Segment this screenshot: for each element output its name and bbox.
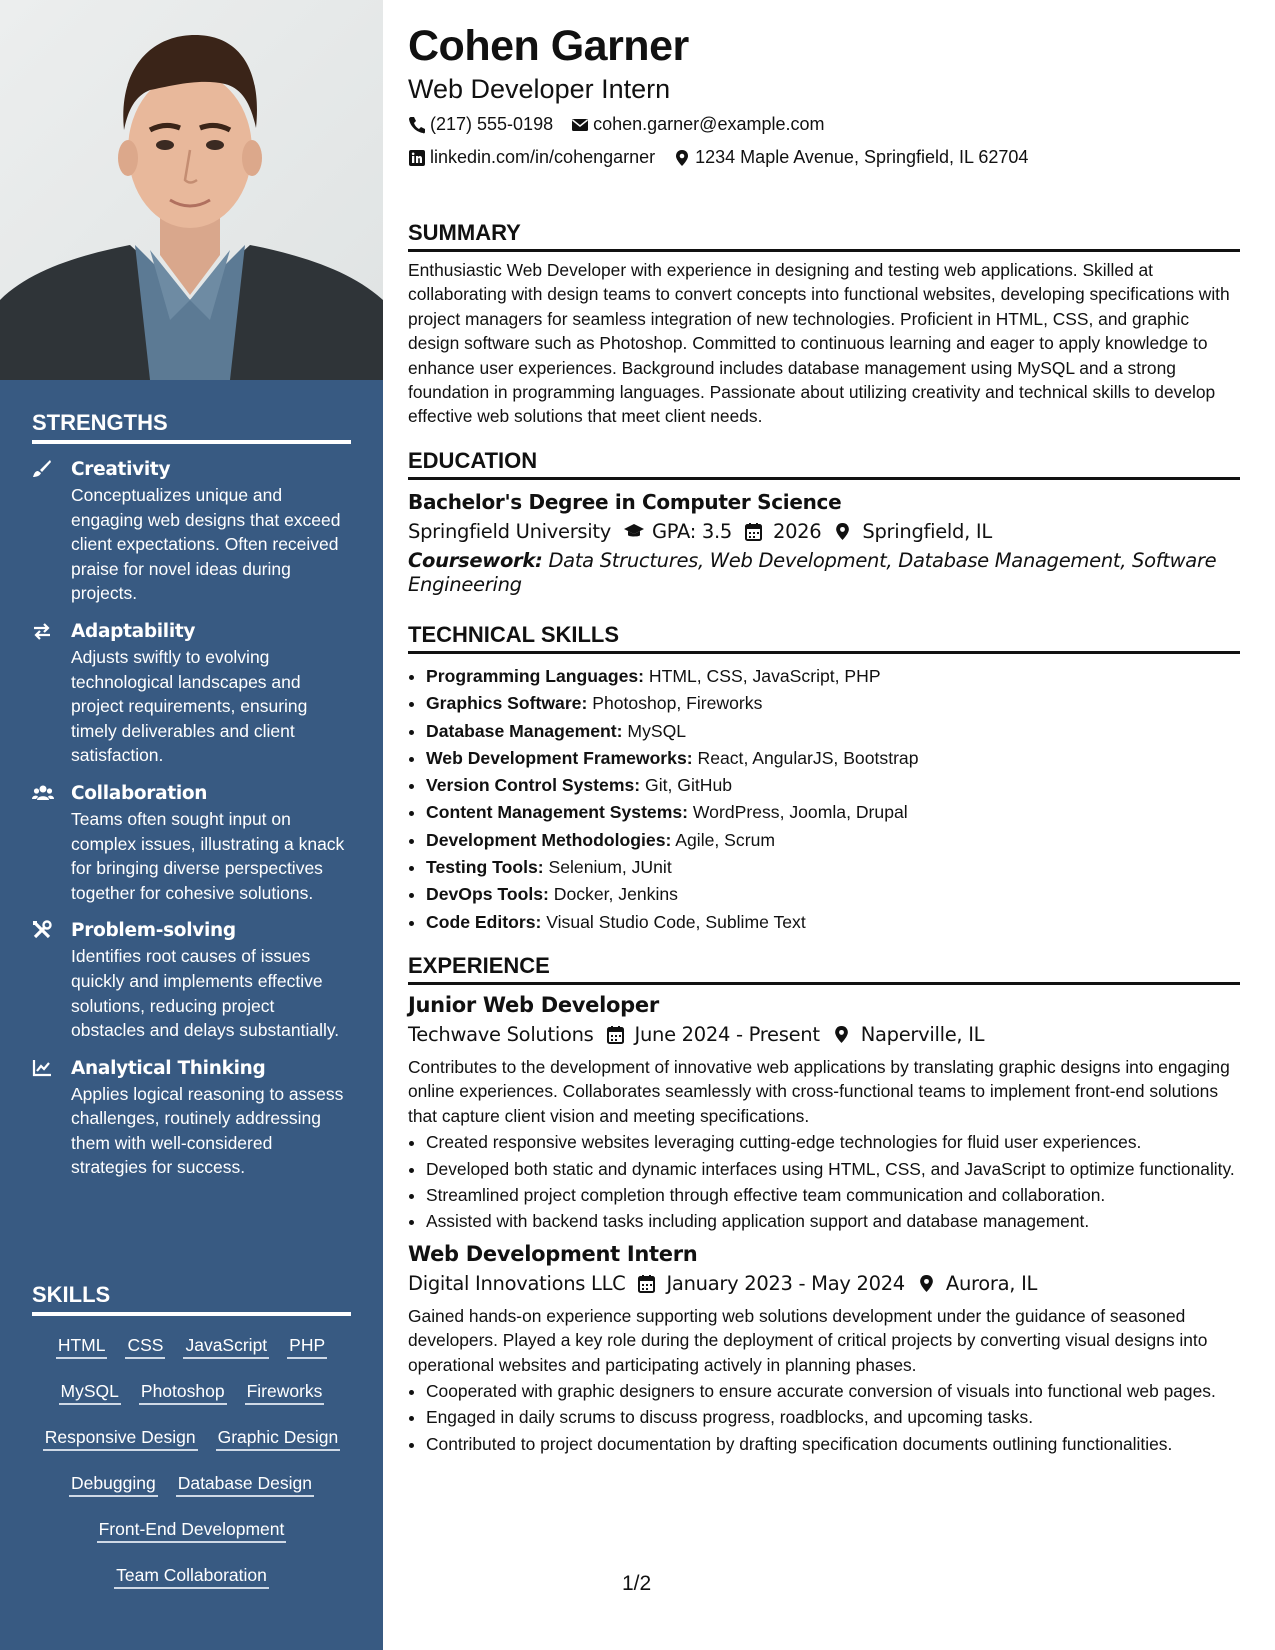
contact-row-2 bbox=[408, 147, 1028, 168]
map-pin-icon bbox=[832, 1025, 851, 1044]
list-item bbox=[426, 745, 1240, 772]
skill-category: Development Methodologies: bbox=[426, 829, 672, 850]
map-pin-icon bbox=[673, 149, 691, 167]
education-section bbox=[408, 448, 1240, 597]
list-item bbox=[426, 663, 1240, 690]
skill-category: Web Development Frameworks: bbox=[426, 747, 693, 768]
company-name: Techwave Solutions bbox=[408, 1023, 594, 1046]
arrows-exchange-icon bbox=[32, 621, 54, 643]
graduation-cap-icon bbox=[623, 522, 642, 541]
strength-item bbox=[32, 620, 351, 768]
coursework bbox=[408, 549, 1240, 597]
job-summary: Gained hands-on experience supporting web solutions development under the guidance of seasoned developers. Played a key role during the deployment of critical projects by converting visual designs into operational websites and participating actively in planning phases. bbox=[408, 1305, 1208, 1375]
job-position: Junior Web Developer bbox=[408, 993, 659, 1017]
education-heading: EDUCATION bbox=[408, 448, 1240, 480]
list-item bbox=[426, 799, 1240, 826]
skill-values: Docker, Jenkins bbox=[553, 884, 678, 905]
strength-title: Collaboration bbox=[71, 782, 208, 804]
skill-category: Programming Languages: bbox=[426, 666, 644, 686]
list-item: • Contributed to project documentation by drafting specification documents outlining functionalities. bbox=[426, 1432, 1240, 1456]
tools-icon bbox=[32, 920, 54, 942]
job-dates: June 2024 - Present bbox=[634, 1023, 820, 1046]
technical-skills-heading: TECHNICAL SKILLS bbox=[408, 622, 1240, 654]
graduation-year: 2026 bbox=[772, 520, 822, 543]
linkedin-icon bbox=[408, 149, 426, 167]
skill-tag: Front-End Development bbox=[97, 1518, 287, 1543]
strength-description: Applies logical reasoning to assess challenges, routinely addressing them with well-considered strategies for success. bbox=[71, 1083, 344, 1178]
skill-values: MySQL bbox=[627, 720, 687, 741]
calendar-icon bbox=[637, 1274, 656, 1293]
skill-category: Testing Tools: bbox=[426, 857, 544, 878]
job-entry bbox=[408, 1242, 1240, 1456]
skill-tag: Fireworks bbox=[245, 1380, 325, 1405]
job-title: Web Developer Intern bbox=[408, 74, 671, 104]
skills-section bbox=[32, 1282, 351, 1589]
chart-line-icon bbox=[32, 1058, 54, 1080]
strength-title: Analytical Thinking bbox=[71, 1057, 266, 1079]
skill-tag: PHP bbox=[287, 1334, 327, 1359]
page-number: 1/2 bbox=[622, 1572, 652, 1595]
calendar-icon bbox=[606, 1025, 625, 1044]
skill-tag: HTML bbox=[56, 1334, 108, 1359]
list-item bbox=[426, 854, 1240, 881]
skill-values: Selenium, JUnit bbox=[548, 857, 672, 878]
strength-item bbox=[32, 458, 351, 606]
list-item bbox=[426, 772, 1240, 799]
skill-category: Database Management: bbox=[426, 720, 623, 741]
list-item bbox=[426, 690, 1240, 717]
strength-description: Adjusts swiftly to evolving technological landscapes and project requirements, ensuring timely deliverables and client satisfaction. bbox=[71, 646, 308, 766]
envelope-icon bbox=[571, 116, 589, 134]
candidate-name: Cohen Garner bbox=[408, 22, 689, 70]
strength-title: Adaptability bbox=[71, 620, 196, 642]
summary-heading: SUMMARY bbox=[408, 220, 1240, 252]
list-item: • Assisted with backend tasks including application support and database management. bbox=[426, 1209, 1240, 1233]
skill-tag: MySQL bbox=[59, 1380, 121, 1405]
list-item bbox=[426, 718, 1240, 745]
skill-values: Git, GitHub bbox=[645, 775, 733, 796]
profile-photo bbox=[0, 0, 383, 380]
strength-item bbox=[32, 782, 351, 905]
strength-title: Creativity bbox=[71, 459, 171, 480]
skill-values: HTML, CSS, JavaScript, PHP bbox=[648, 666, 881, 686]
job-summary: Contributes to the development of innovative web applications by translating graphic designs into engaging online experiences. Collaborates seamlessly with cross-functional teams to implement front-end solutions that capture client vision and meeting specifications. bbox=[408, 1057, 1230, 1126]
email-link[interactable]: cohen.garner@example.com bbox=[593, 114, 825, 134]
skill-values: Visual Studio Code, Sublime Text bbox=[546, 911, 806, 932]
calendar-icon bbox=[744, 522, 763, 541]
list-item: • Engaged in daily scrums to discuss progress, roadblocks, and upcoming tasks. bbox=[426, 1405, 1240, 1429]
job-position: Web Development Intern bbox=[408, 1241, 698, 1266]
phone-icon bbox=[408, 116, 426, 134]
skill-category: Version Control Systems: bbox=[426, 775, 641, 796]
strength-item bbox=[32, 1057, 351, 1180]
coursework-list: Data Structures, Web Development, Database Management, Software Engineering bbox=[408, 549, 1217, 596]
strength-description: Teams often sought input on complex issues, illustrating a knack for bringing diverse perspectives together for cohesive solutions. bbox=[71, 808, 345, 903]
job-bullets bbox=[408, 1130, 1240, 1234]
skill-tag: JavaScript bbox=[183, 1334, 269, 1359]
strength-description: Identifies root causes of issues quickly and implements effective solutions, reducing project obstacles and delays substantially. bbox=[71, 946, 340, 1041]
strengths-section bbox=[32, 410, 351, 1180]
users-icon bbox=[32, 783, 54, 805]
list-item: • Cooperated with graphic designers to ensure accurate conversion of visuals into functional web pages. bbox=[426, 1379, 1240, 1403]
skills-list bbox=[32, 1334, 351, 1589]
school-location: Springfield, IL bbox=[862, 520, 992, 543]
company-name: Digital Innovations LLC bbox=[408, 1271, 626, 1295]
skill-values: Photoshop, Fireworks bbox=[592, 693, 763, 714]
skill-values: Agile, Scrum bbox=[675, 829, 776, 850]
strength-item bbox=[32, 919, 351, 1042]
skill-values: React, AngularJS, Bootstrap bbox=[697, 747, 919, 768]
strength-title: Problem-solving bbox=[71, 920, 236, 942]
skill-tag: Photoshop bbox=[139, 1380, 227, 1405]
gpa-text: GPA: 3.5 bbox=[651, 520, 732, 543]
phone-text: (217) 555-0198 bbox=[430, 114, 554, 134]
job-meta bbox=[408, 1272, 1240, 1295]
experience-section bbox=[408, 953, 1240, 1456]
strength-description: Conceptualizes unique and engaging web designs that exceed client expectations. Often received praise for novel ideas during projects. bbox=[71, 485, 341, 604]
portrait-image bbox=[0, 0, 383, 380]
job-entry bbox=[408, 993, 1240, 1234]
contact-row-1 bbox=[408, 114, 824, 135]
skill-tag: Debugging bbox=[69, 1472, 158, 1497]
summary-text: Enthusiastic Web Developer with experience in designing and testing web applications. Skilled at collaborating with design teams to convert concepts into functional websites, developing specifications with project managers for seamless integration of new technologies. Proficient in HTML, CSS, and graphic design software such as Photoshop. Committed to continuous learning and eager to apply knowledge to enhance user experiences. Background includes database management using MySQL and a strong foundation in programming languages. Passionate about utilizing creativity and technical skills to develop effective web solutions that meet client needs. bbox=[408, 260, 1230, 427]
job-dates: January 2023 - May 2024 bbox=[666, 1271, 905, 1295]
job-location: Aurora, IL bbox=[945, 1271, 1038, 1295]
skill-category: DevOps Tools: bbox=[426, 884, 549, 905]
skill-tag: CSS bbox=[125, 1334, 165, 1359]
experience-heading: EXPERIENCE bbox=[408, 953, 1240, 985]
technical-skills-section bbox=[408, 622, 1240, 936]
skill-tag: Database Design bbox=[176, 1472, 314, 1497]
map-pin-icon bbox=[833, 522, 852, 541]
skills-heading: SKILLS bbox=[32, 1282, 351, 1316]
list-item bbox=[426, 909, 1240, 936]
address-text: 1234 Maple Avenue, Springfield, IL 62704 bbox=[695, 147, 1029, 167]
list-item bbox=[426, 827, 1240, 854]
skill-category: Code Editors: bbox=[426, 911, 542, 932]
summary-section bbox=[408, 220, 1240, 429]
education-meta bbox=[408, 520, 1240, 543]
job-bullets bbox=[408, 1379, 1240, 1456]
technical-skills-list bbox=[408, 663, 1240, 936]
skill-category: Content Management Systems: bbox=[426, 802, 688, 823]
coursework-label: Coursework: bbox=[408, 549, 543, 572]
list-item: • Streamlined project completion through effective team communication and collaboration. bbox=[426, 1183, 1240, 1207]
job-location: Naperville, IL bbox=[860, 1023, 985, 1046]
list-item bbox=[426, 881, 1240, 908]
skill-category: Graphics Software: bbox=[426, 693, 588, 714]
skill-tag: Responsive Design bbox=[43, 1426, 198, 1451]
sidebar bbox=[0, 0, 383, 1650]
map-pin-icon bbox=[917, 1274, 936, 1293]
job-meta bbox=[408, 1023, 1240, 1046]
paintbrush-icon bbox=[32, 459, 54, 481]
linkedin-link[interactable]: linkedin.com/in/cohengarner bbox=[430, 147, 656, 167]
strengths-heading: STRENGTHS bbox=[32, 410, 351, 444]
school-name: Springfield University bbox=[408, 520, 611, 543]
list-item: • Developed both static and dynamic interfaces using HTML, CSS, and JavaScript to optimize functionality. bbox=[426, 1157, 1240, 1181]
skill-tag: Team Collaboration bbox=[114, 1564, 269, 1589]
degree-title: Bachelor's Degree in Computer Science bbox=[408, 490, 842, 514]
list-item: • Created responsive websites leveraging cutting-edge technologies for fluid user experiences. bbox=[426, 1130, 1240, 1154]
skill-tag: Graphic Design bbox=[216, 1426, 341, 1451]
skill-values: WordPress, Joomla, Drupal bbox=[692, 802, 908, 823]
